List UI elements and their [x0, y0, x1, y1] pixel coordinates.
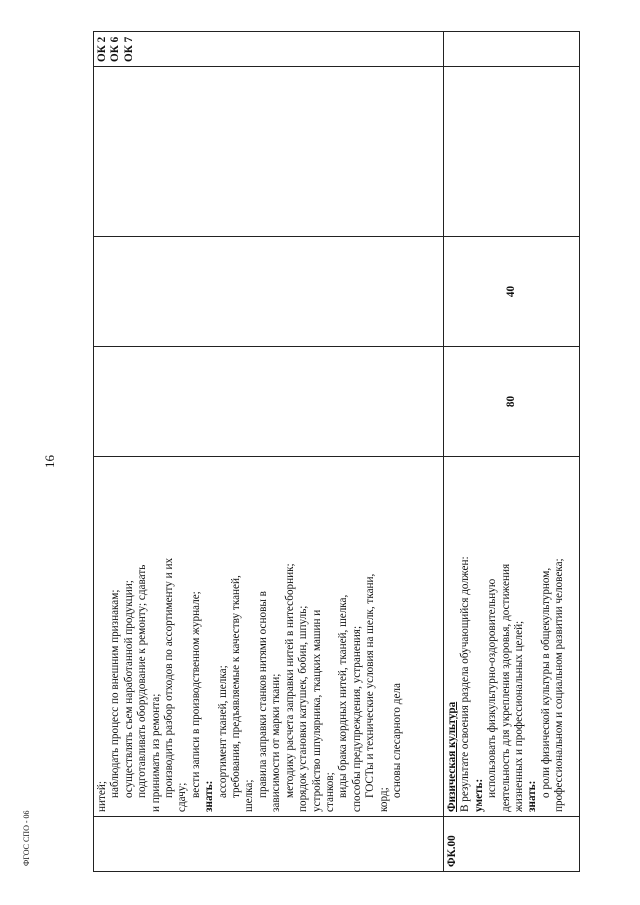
- content-line: шелка;: [243, 779, 256, 812]
- content-line: основы слесарного дела: [390, 683, 403, 798]
- discipline-cell: [444, 67, 580, 237]
- content-line: вести записи в производственном журнале;: [189, 591, 202, 798]
- page-number: 16: [42, 455, 57, 468]
- content-line: ассортимент тканей, шелка;: [216, 665, 229, 798]
- content-cell: [94, 457, 444, 817]
- content-line: деятельность для укрепления здоровья, достижения: [499, 563, 512, 812]
- competencies-cell: [444, 32, 580, 67]
- content-line: зависимости от марки ткани;: [270, 673, 283, 812]
- max-hours-cell: [444, 347, 580, 457]
- competency-item: ОК 2: [96, 36, 108, 62]
- content-line: виды брака кордных нитей, тканей, шелка,: [337, 594, 350, 798]
- content-cell: [444, 457, 580, 817]
- content-line: использовать физкультурно-оздоровительную: [486, 578, 499, 798]
- content-line: подготавливать оборудование к ремонту; сдавать: [136, 564, 149, 798]
- content-line: Физическая культура: [446, 701, 458, 812]
- content-line: способы предупреждения, устранения;: [350, 625, 363, 812]
- mandatory-hours-value: 40: [504, 285, 517, 298]
- max-hours-value: 80: [504, 395, 517, 408]
- content-line: методику расчета заправки нитей в нитесборник;: [283, 563, 296, 798]
- content-line: сдачу;: [176, 782, 189, 812]
- rotated-table-container: [93, 32, 573, 872]
- content-line: знать:: [203, 780, 216, 812]
- footer-label: ФГОС СПО - 06: [22, 810, 31, 866]
- content-line: правила заправки станков нитями основы в: [256, 591, 269, 798]
- content-line: о роли физической культуры в общекультурном,: [539, 567, 552, 798]
- code-cell: ФК.00: [444, 817, 580, 872]
- curriculum-table: [93, 31, 580, 872]
- table-row: [94, 32, 444, 872]
- content-line: нитей;: [96, 781, 108, 812]
- competencies-cell: [94, 32, 444, 67]
- mandatory-hours-cell: [94, 237, 444, 347]
- content-line: производить разбор отходов по ассортименту и их: [163, 557, 176, 798]
- content-line: наблюдать процесс по внешним признакам;: [109, 589, 122, 798]
- content-line: требования, предъявляемые к качеству тканей,: [230, 575, 243, 798]
- competency-item: ОК 7: [122, 36, 135, 62]
- content-line: ГОСТы и технические условия на шелк, ткани,: [364, 573, 377, 798]
- content-line: знать:: [526, 780, 539, 812]
- content-line: В результате освоения раздела обучающийся должен:: [459, 556, 472, 812]
- content-line: порядок установки катушек, бобин, шпуль;: [297, 605, 310, 812]
- content-line: осуществлять съем наработанной продукции;: [122, 580, 135, 798]
- content-line: профессиональном и социальном развитии человека;: [553, 558, 566, 812]
- discipline-cell: [94, 67, 444, 237]
- content-line: устройство шпулярника, ткацких машин и: [310, 609, 323, 812]
- competency-item: ОК 6: [109, 36, 122, 62]
- content-line: корд;: [377, 787, 390, 812]
- content-line: станков;: [323, 772, 336, 812]
- max-hours-cell: [94, 347, 444, 457]
- content-line: жизненных и профессиональных целей;: [513, 620, 526, 812]
- code-cell: [94, 817, 444, 872]
- table-row: [444, 32, 580, 872]
- content-line: и принимать из ремонта;: [149, 693, 162, 812]
- mandatory-hours-cell: [444, 237, 580, 347]
- content-line: уметь:: [472, 778, 485, 812]
